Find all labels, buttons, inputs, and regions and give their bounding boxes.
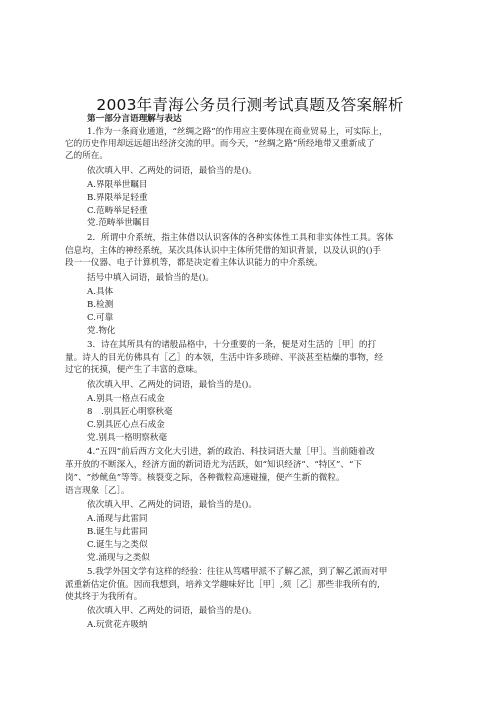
option: 党.范畴举世瞩目 [87,218,150,228]
text-line: 量。诗人的目光仿佛具有［乙］的本领，生活中许多琐碎、平淡甚至枯燥的事物，经 [65,353,383,363]
text-line: 乙的所在。 [65,151,108,161]
option: C.可靠 [87,313,114,323]
question-prompt: 依次填入甲、乙两处的词语，最恰当的是()。 [87,500,257,510]
text-line: 5.我学外国文学有这样的经验：往往从笃嗜甲派不了解乙派，到了解乙派而对甲 [87,567,388,577]
question-prompt: 依次填入甲、乙两处的词语，最恰当的是()。 [87,606,257,616]
text-line: 3．诗在其所具有的诸般品格中，十分重要的一条，便是对生活的［甲］的打 [87,340,377,350]
option: 8 .别具匠心明察秋毫 [87,407,173,417]
text-line: 段一一仪器、电子计算机等，都是决定着主体认识能力的中介系统。 [65,258,323,268]
option: C.别具匠心点石成金 [87,420,165,430]
question-prompt: 括号中填入词语，最恰当的是()。 [87,273,215,283]
text-line: 派重新估定价值。因而我想到，培养文学趣味好比［甲］,须［乙］那些非我所有的, [65,580,380,590]
option: B.检测 [87,300,114,310]
text-line: 4.“五四”前后西方文化大引进，新的政治、科技词语大量［甲］。当前随着改 [87,447,375,457]
question-prompt: 依次填入甲、乙两处的词语，最恰当的是()。 [87,166,257,176]
option: 党.物化 [87,326,116,336]
text-line: 语言现象［乙］。 [65,486,130,496]
question-prompt: 依次填入甲、乙两处的词语，最恰当的是()。 [87,380,257,390]
text-line: 1.作为一条商业通道，“丝绸之路”的作用应主要体现在商业贸易上，可实际上， [87,127,388,137]
text-line: 使其终于为我所有。 [65,592,143,602]
text-line: 过它的抚摸，便产生了丰富的意味。 [65,365,203,375]
text-line: 岗”、“炒鱿鱼”等等。核裂变之际，各种微粒高速碰撞，便产生新的微粒。 [65,473,345,483]
text-line: 它的历史作用却远远超出经济交流的甲。而今天，“丝绸之路”所经地带又重新成了 [65,139,375,149]
section-heading: 第一部分言语理解与表达 [87,114,182,124]
option: A.界限举世瞩目 [87,180,148,190]
option: C.诞生与之类似 [87,540,148,550]
option: B.诞生与此雷同 [87,527,148,537]
text-line: 革开放的不断深入，经济方面的新词语尤为活跃，如“知识经济”、“特区”、“下 [65,460,362,470]
option: A.别具一格点石成金 [87,394,165,404]
text-line: 2．所谓中介系统，指主体借以认识客体的各种实体性工具和非实体性工具。客体 [87,233,394,243]
option: B.界限举足轻重 [87,193,148,203]
option: 党.别具一格明察秋毫 [87,433,168,443]
option: C.范畴举足轻重 [87,206,148,216]
option: A.涌现与此雷同 [87,514,148,524]
text-line: 信息均，主体的神经系统，某次具体认识中主体所凭借的知识背景，以及认识的()手 [65,246,382,256]
option: A.玩赏花卉吸纳 [87,620,148,630]
option: 党.涌现与之类似 [87,553,150,563]
document-title: 2003年青海公务员行测考试真题及答案解析 [96,96,404,114]
option: A.具体 [87,287,114,297]
